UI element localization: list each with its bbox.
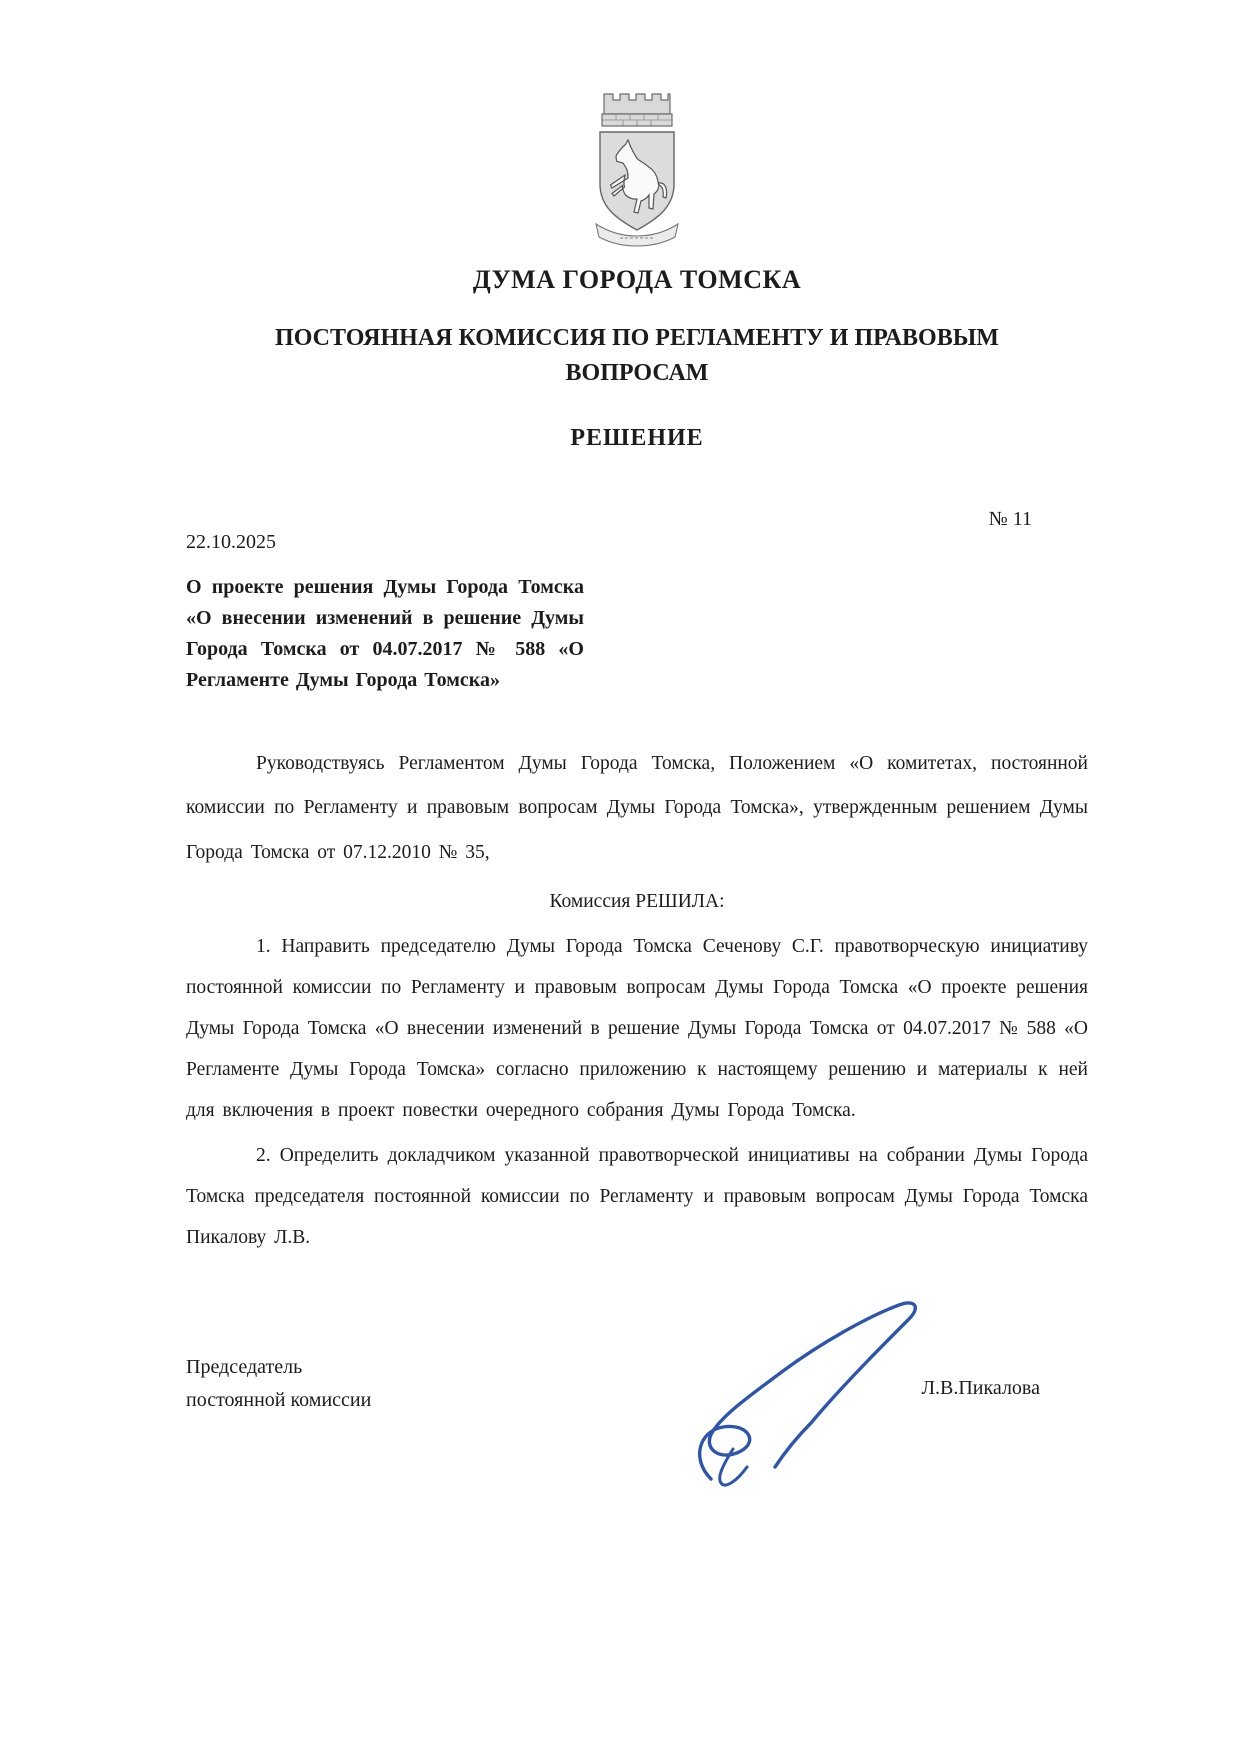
emblem-wrap — [186, 0, 1088, 257]
tomsk-coat-of-arms-icon — [578, 86, 696, 252]
resolution-item-1: 1. Направить председателю Думы Города Томска Сеченову С.Г. правотворческую инициативу постоянной комиссии по Регламенту и правовым вопросам Думы Города Томска «О проекте решения Думы Города Томска «О внесении изменений в решение Думы Города Томска от 04.07.2017 № 588 «О Регламенте Думы Города Томска» согласно приложению к настоящему решению и материалы к ней для включения в проект повестки очередного собрания Думы Города Томска. — [186, 936, 1088, 1121]
preamble-paragraph: Руководствуясь Регламентом Думы Города Томска, Положением «О комитетах, постоянной комиссии по Регламенту и правовым вопросам Думы Города Томска», утвержденным решением Думы Города Томска от 07.12.2010 № 35, — [186, 752, 1088, 864]
handwritten-signature — [671, 1299, 951, 1504]
document-date: 22.10.2025 — [186, 530, 276, 553]
document-subject: О проекте решения Думы Города Томска «О внесении изменений в решение Думы Города Томска от 04.07.2017 № 588 «О Регламенте Думы Города Томска» — [186, 575, 584, 691]
signer-position-line1: Председатель — [186, 1355, 303, 1378]
organization-name: ДУМА ГОРОДА ТОМСКА — [472, 265, 802, 294]
signature-block — [186, 1351, 1088, 1417]
mural-crown-icon — [604, 94, 670, 114]
resolution-item-2: 2. Определить докладчиком указанной правотворческой инициативы на собрании Думы Города Томска председателя постоянной комиссии по Регламенту и правовым вопросам Думы Города Томска Пикалову Л.В. — [186, 1144, 1088, 1248]
signer-position — [186, 1351, 371, 1417]
resolution-heading: Комиссия РЕШИЛА: — [549, 891, 725, 913]
document-type: РЕШЕНИЕ — [570, 424, 704, 451]
signer-name: Л.В.Пикалова — [921, 1376, 1040, 1399]
commission-name: ПОСТОЯННАЯ КОМИССИЯ ПО РЕГЛАМЕНТУ И ПРАВОВЫМ ВОПРОСАМ — [275, 325, 999, 386]
signer-position-line2: постоянной комиссии — [186, 1388, 372, 1411]
signature-ink-icon — [671, 1299, 951, 1504]
document-number: № 11 — [988, 507, 1032, 530]
